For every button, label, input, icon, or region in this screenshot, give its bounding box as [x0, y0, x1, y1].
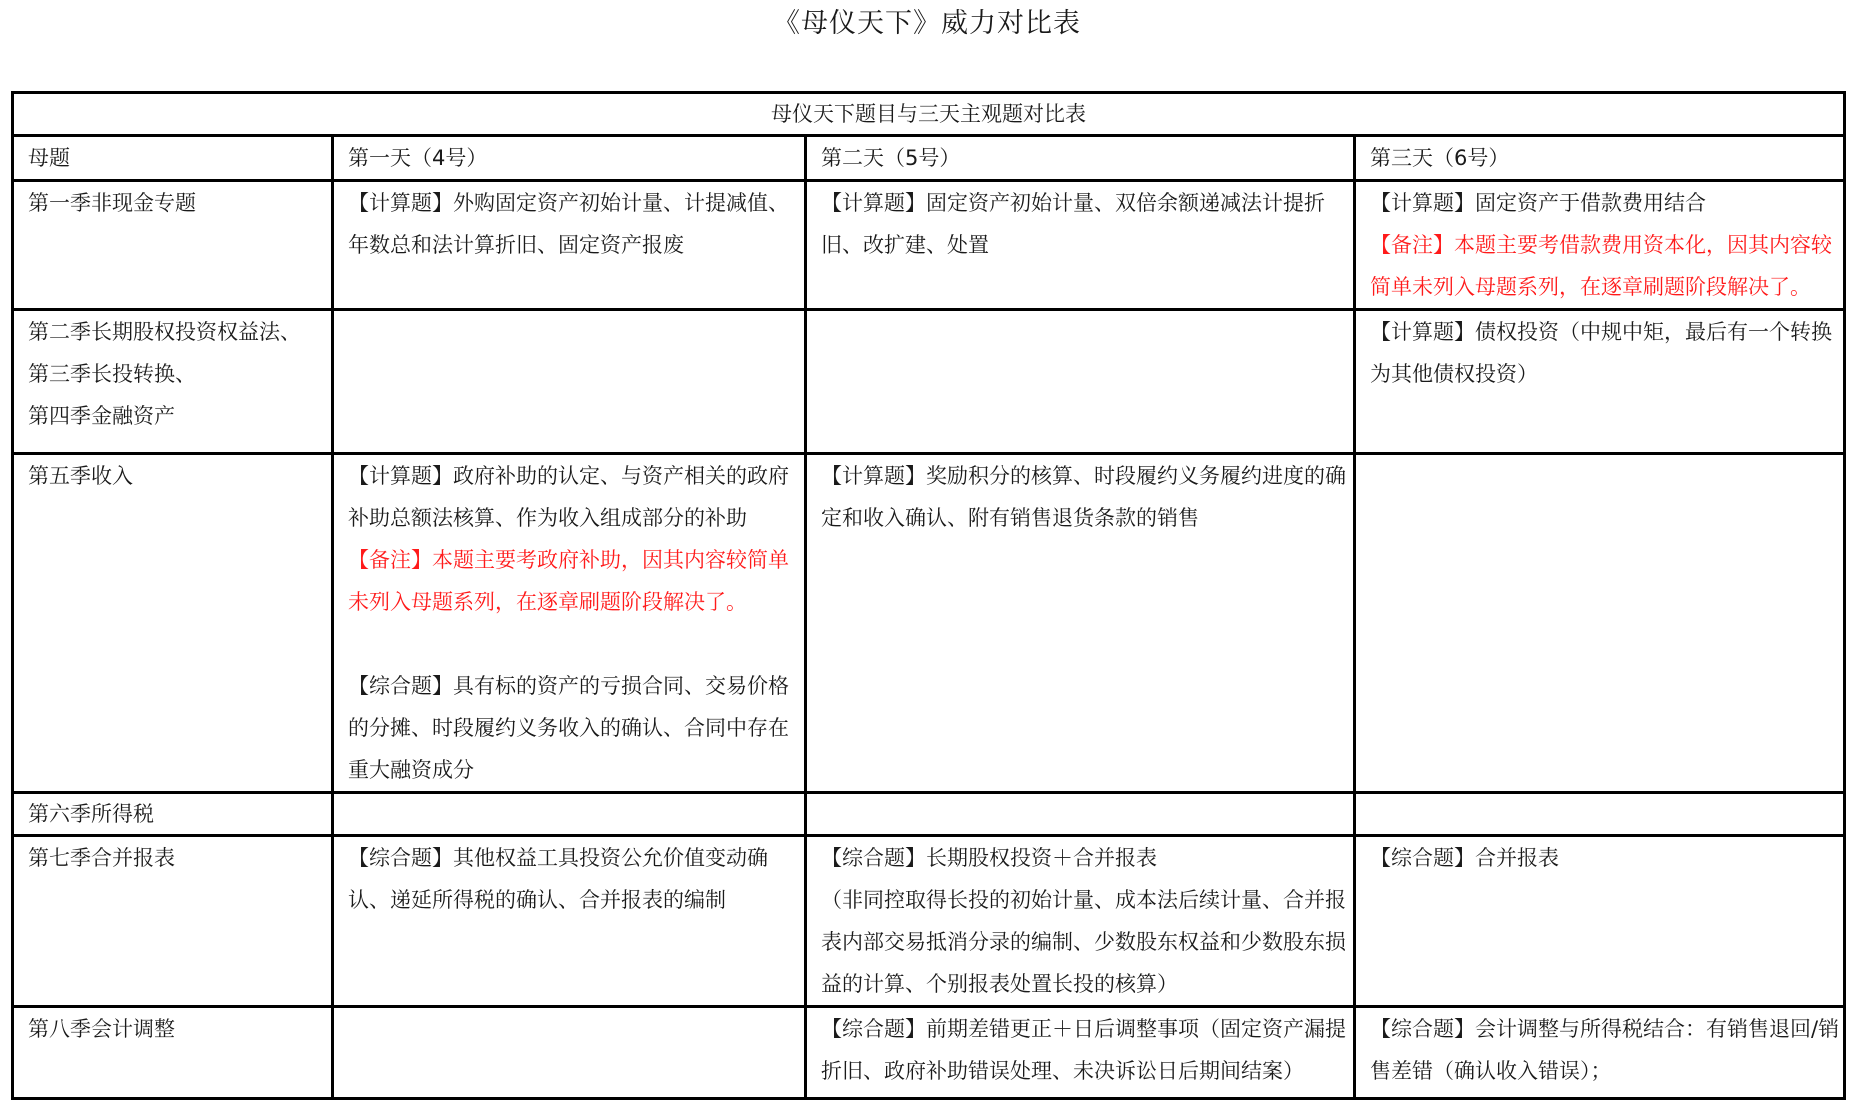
day1-cell — [333, 836, 806, 1007]
header-topic: 母题 — [13, 136, 333, 181]
header-day1: 第一天（4号） — [333, 136, 806, 181]
day3-cell — [1355, 454, 1845, 793]
table-row — [13, 793, 1845, 836]
topic-cell: 第一季非现金专题 — [13, 181, 333, 310]
day3-cell — [1355, 310, 1845, 454]
cell-main: 【综合题】长期股权投资＋合并报表 — [821, 846, 1157, 870]
header-row — [13, 136, 1845, 181]
day3-cell — [1355, 836, 1845, 1007]
cell-main: 【综合题】合并报表 — [1370, 846, 1559, 870]
cell-detail: （非同控取得长投的初始计量、成本法后续计量、合并报表内部交易抵消分录的编制、少数股东权益和少数股东损益的计算、个别报表处置长投的核算） — [821, 888, 1346, 996]
day2-cell — [806, 310, 1355, 454]
table-row — [13, 454, 1845, 793]
cell-main: 【计算题】债权投资（中规中矩，最后有一个转换为其他债权投资） — [1370, 320, 1832, 386]
cell-main: 【计算题】外购固定资产初始计量、计提减值、年数总和法计算折旧、固定资产报废 — [348, 191, 789, 257]
topic-cell: 第八季会计调整 — [13, 1007, 333, 1099]
cell-main: 【计算题】奖励积分的核算、时段履约义务履约进度的确定和收入确认、附有销售退货条款的销售 — [821, 464, 1346, 530]
cell-main: 【综合题】前期差错更正＋日后调整事项（固定资产漏提折旧、政府补助错误处理、未决诉讼日后期间结案） — [821, 1017, 1346, 1083]
cell-extra: 【综合题】具有标的资产的亏损合同、交易价格的分摊、时段履约义务收入的确认、合同中存在重大融资成分 — [348, 674, 789, 782]
topic-cell: 第二季长期股权投资权益法、 第三季长投转换、 第四季金融资产 — [13, 310, 333, 454]
cell-main: 【综合题】会计调整与所得税结合：有销售退回/销售差错（确认收入错误）； — [1370, 1017, 1840, 1083]
day3-cell — [1355, 793, 1845, 836]
day2-cell — [806, 836, 1355, 1007]
table-caption: 母仪天下题目与三天主观题对比表 — [13, 93, 1845, 136]
cell-main: 【计算题】固定资产于借款费用结合 — [1370, 191, 1706, 215]
header-day3: 第三天（6号） — [1355, 136, 1845, 181]
table-row — [13, 310, 1845, 454]
cell-main: 【计算题】政府补助的认定、与资产相关的政府补助总额法核算、作为收入组成部分的补助 — [348, 464, 789, 530]
day2-cell — [806, 454, 1355, 793]
day3-cell — [1355, 181, 1845, 310]
topic-cell: 第五季收入 — [13, 454, 333, 793]
day1-cell — [333, 454, 806, 793]
day1-cell — [333, 310, 806, 454]
day1-cell — [333, 793, 806, 836]
day1-cell — [333, 181, 806, 310]
comparison-table — [11, 91, 1846, 1100]
header-day2: 第二天（5号） — [806, 136, 1355, 181]
cell-note: 【备注】本题主要考借款费用资本化，因其内容较简单未列入母题系列，在逐章刷题阶段解决了。 — [1370, 233, 1832, 299]
table-row — [13, 181, 1845, 310]
day1-cell — [333, 1007, 806, 1099]
day3-cell — [1355, 1007, 1845, 1099]
cell-note: 【备注】本题主要考政府补助，因其内容较简单未列入母题系列，在逐章刷题阶段解决了。 — [348, 548, 789, 614]
day2-cell — [806, 1007, 1355, 1099]
document-title: 《母仪天下》威力对比表 — [773, 8, 1081, 39]
table-row — [13, 1007, 1845, 1099]
cell-main: 【计算题】固定资产初始计量、双倍余额递减法计提折旧、改扩建、处置 — [821, 191, 1325, 257]
topic-cell: 第七季合并报表 — [13, 836, 333, 1007]
table-row — [13, 836, 1845, 1007]
day2-cell — [806, 793, 1355, 836]
day2-cell — [806, 181, 1355, 310]
topic-cell: 第六季所得税 — [13, 793, 333, 836]
cell-main: 【综合题】其他权益工具投资公允价值变动确认、递延所得税的确认、合并报表的编制 — [348, 846, 768, 912]
